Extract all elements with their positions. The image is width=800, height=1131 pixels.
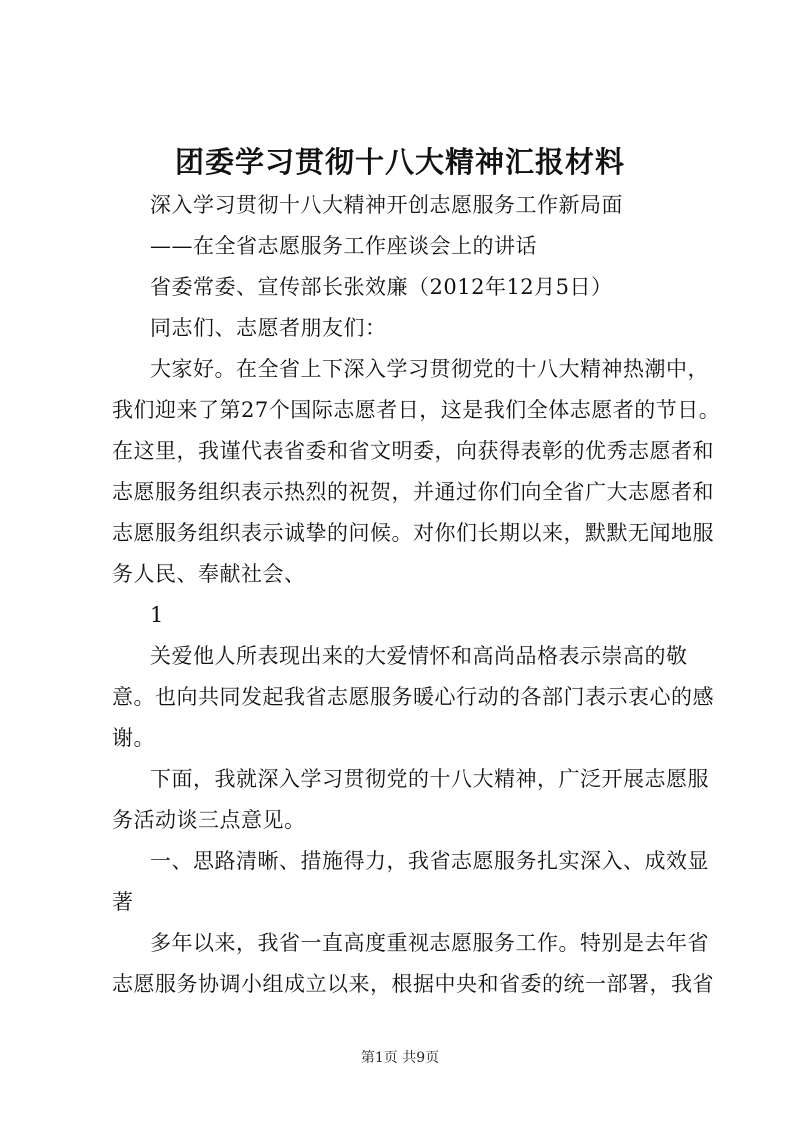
paragraph-line: 意。也向共同发起我省志愿服务暖心行动的各部门表示衷心的感 xyxy=(112,685,714,709)
speaker-line: 省委常委、宣传部长张效廉（2012年12月5日） xyxy=(150,275,613,299)
paragraph-line: 多年以来，我省一直高度重视志愿服务工作。特别是去年省 xyxy=(150,931,709,955)
document-title: 团委学习贯彻十八大精神汇报材料 xyxy=(174,145,625,179)
paragraph-line: 下面，我就深入学习贯彻党的十八大精神，广泛开展志愿服 xyxy=(150,767,709,791)
paragraph-line: 志愿服务组织表示热烈的祝贺，并通过你们向全省广大志愿者和 xyxy=(112,480,714,504)
paragraph-line: 我们迎来了第27个国际志愿者日，这是我们全体志愿者的节日。 xyxy=(112,398,721,422)
paragraph-line: 大家好。在全省上下深入学习贯彻党的十八大精神热潮中， xyxy=(150,357,709,381)
page-footer: 第1页 共9页 xyxy=(360,1050,440,1066)
paragraph-line: 务人民、奉献社会、 xyxy=(112,562,306,586)
paragraph-line: 志愿服务组织表示诚挚的问候。对你们长期以来，默默无闻地服 xyxy=(112,521,714,545)
paragraph-line: 在这里，我谨代表省委和省文明委，向获得表彰的优秀志愿者和 xyxy=(112,439,714,463)
section-heading-line: 一、思路清晰、措施得力，我省志愿服务扎实深入、成效显 xyxy=(150,849,709,873)
paragraph-line: 务活动谈三点意见。 xyxy=(112,808,306,832)
speech-occasion-line: ——在全省志愿服务工作座谈会上的讲话 xyxy=(150,234,537,258)
section-heading-line: 著 xyxy=(112,890,134,914)
paragraph-line: 志愿服务协调小组成立以来，根据中央和省委的统一部署，我省 xyxy=(112,972,714,996)
paragraph-line: 谢。 xyxy=(112,726,155,750)
salutation-line: 同志们、志愿者朋友们： xyxy=(150,316,387,340)
paragraph-line: 关爱他人所表现出来的大爱情怀和高尚品格表示崇高的敬 xyxy=(150,644,688,668)
subtitle-line: 深入学习贯彻十八大精神开创志愿服务工作新局面 xyxy=(150,193,623,217)
inline-page-number: 1 xyxy=(150,603,164,627)
